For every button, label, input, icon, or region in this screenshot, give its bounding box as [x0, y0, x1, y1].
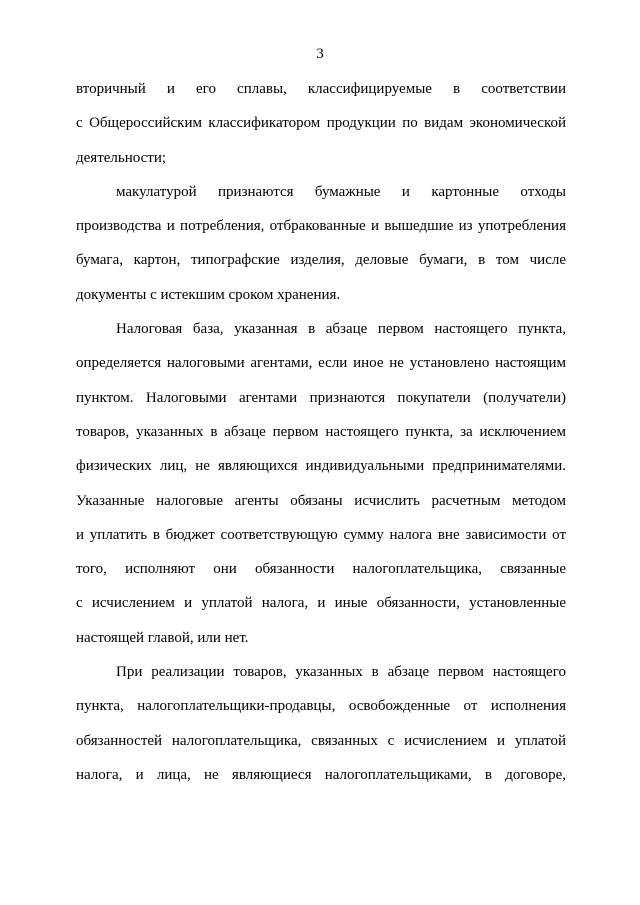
text-line: с Общероссийским классификатором продукции по видам экономической: [76, 115, 566, 132]
text-line: определяется налоговыми агентами, если иное не установлено настоящим: [76, 355, 566, 372]
text-line: вторичный и его сплавы, классифицируемые в соответствии: [76, 81, 566, 97]
text-line: документы с истекшим сроком хранения.: [76, 286, 341, 303]
text-line: физических лиц, не являющихся индивидуальными предпринимателями.: [76, 458, 566, 475]
text-line: бумага, картон, типографские изделия, деловые бумаги, в том числе: [76, 252, 566, 269]
page-number: 3: [316, 46, 324, 62]
text-line: товаров, указанных в абзаце первом настоящего пункта, за исключением: [76, 423, 566, 440]
text-line: Указанные налоговые агенты обязаны исчислить расчетным методом: [76, 492, 566, 509]
text-line: налога, и лица, не являющиеся налогоплательщиками, в договоре,: [76, 766, 566, 783]
text-line: настоящей главой, или нет.: [76, 629, 249, 646]
text-line: деятельности;: [76, 149, 167, 166]
text-line: производства и потребления, отбракованные и вышедшие из употребления: [76, 218, 566, 235]
text-line: Налоговая база, указанная в абзаце первом настоящего пункта,: [116, 321, 566, 338]
body-text: [76, 72, 566, 792]
text-line: и уплатить в бюджет соответствующую сумму налога вне зависимости от: [76, 526, 566, 543]
text-line: пунктом. Налоговыми агентами признаются покупатели (получатели): [76, 389, 566, 406]
text-line: При реализации товаров, указанных в абзаце первом настоящего: [116, 664, 566, 681]
text-line: того, исполняют они обязанности налогоплательщика, связанные: [76, 561, 566, 578]
text-line: с исчислением и уплатой налога, и иные обязанности, установленные: [76, 595, 566, 612]
text-line: обязанностей налогоплательщика, связанных с исчислением и уплатой: [76, 732, 566, 749]
text-line: пункта, налогоплательщики-продавцы, освобожденные от исполнения: [76, 698, 566, 715]
text-line: макулатурой признаются бумажные и картонные отходы: [116, 183, 566, 200]
